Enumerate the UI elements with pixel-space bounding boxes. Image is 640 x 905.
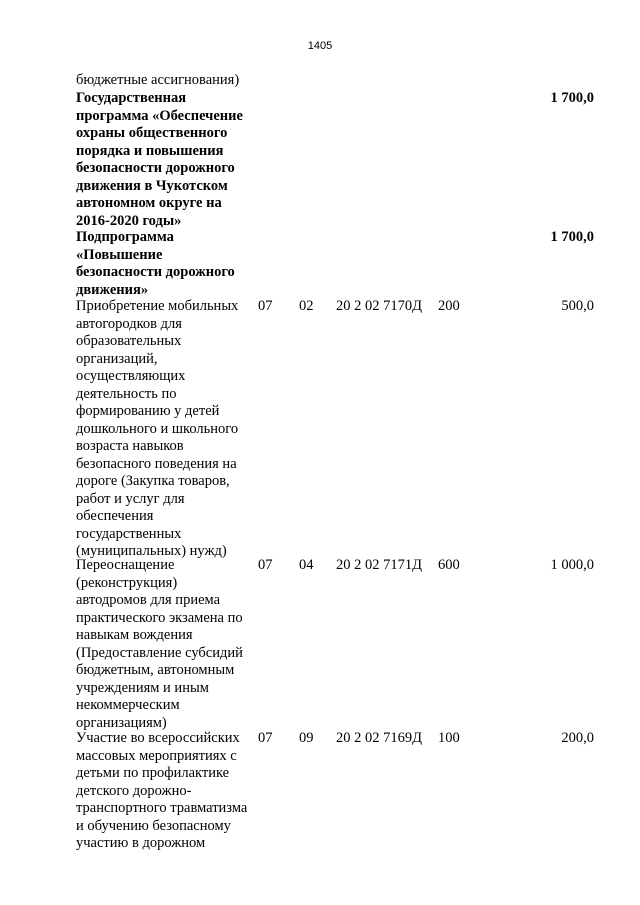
sum-cell: 500,0 [561, 298, 594, 314]
row-name-line: деятельность по [76, 385, 177, 402]
target-article-cell: 20 2 02 7171Д [336, 557, 423, 573]
target-article-cell: 20 2 02 7169Д [336, 730, 423, 746]
row-name-line: (муниципальных) нужд) [76, 543, 227, 559]
row-name [76, 72, 256, 90]
expense-type-cell: 100 [438, 730, 460, 746]
sum-cell: 1 700,0 [550, 229, 594, 245]
row-name-line: дошкольного и школьного [76, 420, 239, 437]
section-code-cell: 07 [258, 298, 273, 314]
row-name [76, 229, 256, 299]
row-name [76, 730, 256, 853]
row-name-line: транспортного травматизма [76, 800, 248, 816]
row-name-line: массовых мероприятиях с [76, 747, 237, 764]
section-code-cell: 07 [258, 730, 273, 746]
row-name-line: (Предоставление субсидий [76, 644, 243, 661]
row-name-line: безопасного поведения на [76, 455, 237, 472]
row-name [76, 557, 256, 732]
row-name-line: (реконструкция) [76, 574, 178, 591]
row-name-line: участию в дорожном [76, 835, 206, 851]
row-name-line: детского дорожно- [76, 782, 192, 799]
row-name-line: автодромов для приема [76, 592, 221, 608]
row-name-line: движения в Чукотском [76, 177, 228, 194]
row-name-line: «Повышение [76, 246, 163, 263]
row-name-line: и обучению безопасному [76, 817, 231, 834]
row-name-line: бюджетные ассигнования) [76, 72, 240, 88]
row-name [76, 298, 256, 561]
row-name-line: организациям) [76, 714, 167, 731]
row-name-line: обеспечения [76, 508, 154, 524]
sum-cell: 1 700,0 [550, 90, 594, 106]
row-name-line: Участие во всероссийских [76, 730, 240, 746]
row-name-line: Подпрограмма [76, 229, 174, 245]
row-name [76, 90, 256, 230]
row-name-line: государственных [76, 525, 182, 542]
subsection-code-cell: 02 [299, 298, 314, 314]
row-name-line: 2016-2020 годы» [76, 212, 182, 229]
row-name-line: возраста навыков [76, 438, 184, 454]
row-name-line: охраны общественного [76, 125, 228, 141]
row-name-line: формированию у детей [76, 403, 220, 419]
row-name-line: программа «Обеспечение [76, 107, 243, 124]
target-article-cell: 20 2 02 7170Д [336, 298, 423, 314]
row-name-line: практического экзамена по [76, 609, 243, 626]
row-name-line: порядка и повышения [76, 142, 224, 159]
row-name-line: детьми по профилактике [76, 765, 230, 781]
row-name-line: безопасности дорожного [76, 160, 235, 176]
row-name-line: движения» [76, 281, 149, 298]
row-name-line: дороге (Закупка товаров, [76, 473, 230, 489]
row-name-line: бюджетным, автономным [76, 662, 235, 678]
row-name-line: некоммерческим [76, 697, 180, 713]
subsection-code-cell: 09 [299, 730, 314, 746]
row-name-line: автономном округе на [76, 195, 222, 211]
row-name-line: автогородков для [76, 315, 182, 332]
row-name-line: работ и услуг для [76, 490, 185, 507]
expense-type-cell: 200 [438, 298, 460, 314]
row-name-line: безопасности дорожного [76, 264, 235, 280]
sum-cell: 200,0 [561, 730, 594, 746]
row-name-line: навыкам вождения [76, 627, 193, 643]
subsection-code-cell: 04 [299, 557, 314, 573]
page-number: 1405 [307, 40, 333, 52]
row-name-line: учреждениям и иным [76, 679, 209, 696]
expense-type-cell: 600 [438, 557, 460, 573]
row-name-line: организаций, [76, 350, 158, 367]
row-name-line: Государственная [76, 90, 187, 106]
row-name-line: Приобретение мобильных [76, 298, 239, 314]
row-name-line: образовательных [76, 333, 182, 349]
section-code-cell: 07 [258, 557, 273, 573]
row-name-line: осуществляющих [76, 368, 186, 384]
row-name-line: Переоснащение [76, 557, 175, 573]
sum-cell: 1 000,0 [550, 557, 594, 573]
